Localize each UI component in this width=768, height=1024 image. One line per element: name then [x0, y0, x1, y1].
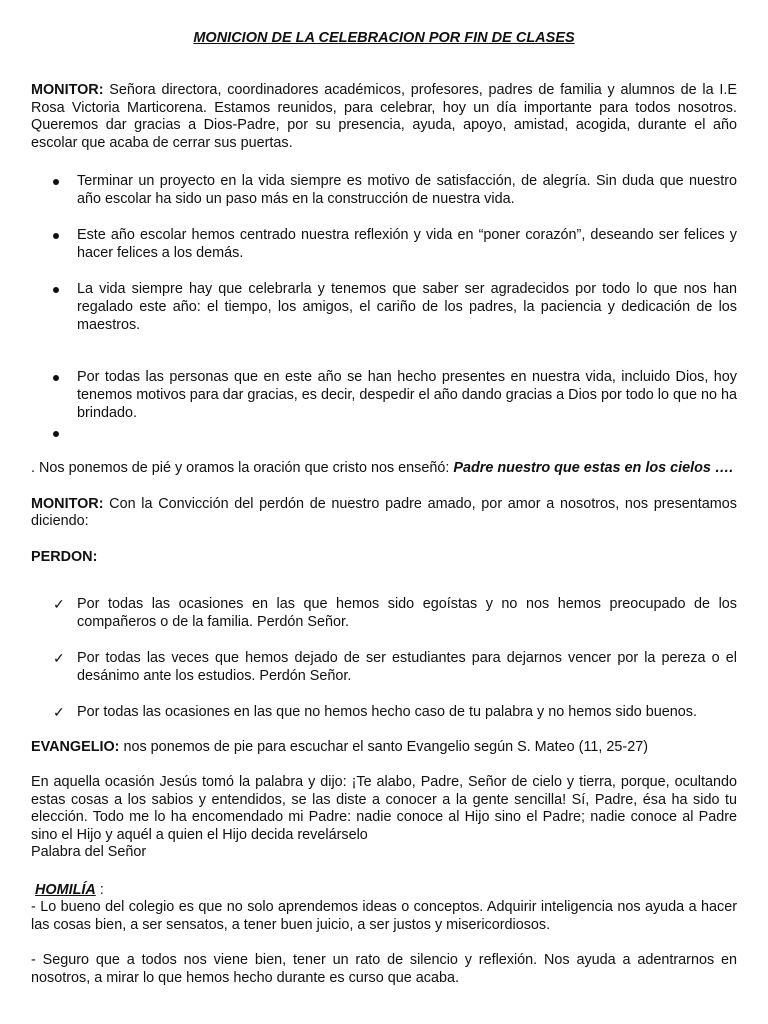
monitor-paragraph	[31, 496, 737, 531]
perdon-list	[31, 595, 737, 721]
bullet-icon	[53, 368, 59, 386]
document-page	[31, 30, 737, 987]
intro-text: Señora directora, coordinadores académicos, profesores, padres de familia y alumnos de la I.E Rosa Victoria Marticorena. Estamos reunidos, para celebrar, hoy un día importante para todos nosotros. Queremos dar gracias a Dios-Padre, por su presencia, ayuda, apoyo, amistad, acogida, durante el año escolar que acaba de cerrar sus puertas.	[31, 82, 737, 151]
homilia-paragraph: - Lo bueno del colegio es que no solo aprendemos ideas o conceptos. Adquirir inteligencia nos ayuda a hacer las cosas bien, a ser sensatos, a tener buen juicio, a ser justos y misericordiosos.	[31, 899, 737, 933]
homilia-heading: HOMILÍA :	[35, 881, 104, 898]
monitor-label: MONITOR:	[31, 495, 104, 512]
list-item: La vida siempre hay que celebrarla y tenemos que saber ser agradecidos por todo lo que nos han regalado este año: el tiempo, los amigos, el cariño de los padres, la paciencia y dedicación de los maestros.	[31, 280, 737, 334]
list-item: Este año escolar hemos centrado nuestra reflexión y vida en “poner corazón”, deseando ser felices y hacer felices a los demás.	[31, 226, 737, 262]
list-item: ✓ Por todas las veces que hemos dejado de ser estudiantes para dejarnos vencer por la pereza o el desánimo ante los estudios. Perdón Señor.	[53, 649, 737, 684]
list-item	[31, 424, 737, 442]
monitor-text: Con la Convicción del perdón de nuestro padre amado, por amor a nosotros, nos presentamos diciendo:	[31, 495, 737, 529]
prayer-emphasis: Padre nuestro que estas en los cielos ….	[453, 460, 734, 476]
bullet-icon	[53, 424, 59, 442]
list-item: Por todas las personas que en este año se han hecho presentes en nuestra vida, incluido Dios, hoy tenemos motivos para dar gracias, es decir, despedir el año dando gracias a Dios por todo lo que no ha brindado.	[31, 368, 737, 422]
bullet-icon	[53, 280, 59, 298]
page-title: MONICION DE LA CELEBRACION POR FIN DE CLASES	[193, 30, 575, 46]
evangelio-text: nos ponemos de pie para escuchar el santo Evangelio según S. Mateo (11, 25-27)	[119, 738, 649, 755]
bullet-list	[31, 172, 737, 442]
homilia-paragraph: - Seguro que a todos nos viene bien, tener un rato de silencio y reflexión. Nos ayuda a adentrarnos en nosotros, a mirar lo que hemos hecho durante es curso que acaba.	[31, 952, 737, 986]
prayer-text: . Nos ponemos de pié y oramos la oración que cristo nos enseñó:	[31, 460, 454, 476]
checkmark-icon: ✓	[53, 703, 65, 720]
gospel-closing: Palabra del Señor	[31, 844, 147, 860]
checkmark-icon: ✓	[53, 649, 65, 666]
evangelio-heading: EVANGELIO:	[31, 738, 120, 755]
list-item: ✓ Por todas las ocasiones en las que no hemos hecho caso de tu palabra y no hemos sido buenos.	[53, 703, 697, 720]
evangelio-paragraph	[31, 739, 737, 757]
list-item: ✓ Por todas las ocasiones en las que hemos sido egoístas y no nos hemos preocupado de los compañeros o de la familia. Perdón Señor.	[53, 595, 737, 630]
homilia-label: HOMILÍA	[35, 881, 96, 898]
perdon-heading: PERDON:	[31, 548, 98, 565]
gospel-reading: En aquella ocasión Jesús tomó la palabra y dijo: ¡Te alabo, Padre, Señor de cielo y tierra, porque, ocultando estas cosas a los sabios y entendidos, se las diste a conocer a la gente sencilla! Sí, Padre, ésa ha sido tu elección. Todo me lo ha encomendado mi Padre: nadie conoce al Hijo sino el Padre; nadie conoce al Padre sino el Hijo y aquél a quien el Hijo decida revelárselo	[31, 774, 737, 843]
checkmark-icon: ✓	[53, 595, 65, 612]
monitor-label: MONITOR:	[31, 82, 104, 98]
prayer-paragraph	[31, 460, 737, 478]
bullet-icon	[53, 172, 59, 190]
intro-paragraph	[31, 82, 737, 152]
bullet-icon	[53, 226, 59, 244]
list-item: Terminar un proyecto en la vida siempre es motivo de satisfacción, de alegría. Sin duda que nuestro año escolar ha sido un paso más en la construcción de nuestra vida.	[31, 172, 737, 208]
